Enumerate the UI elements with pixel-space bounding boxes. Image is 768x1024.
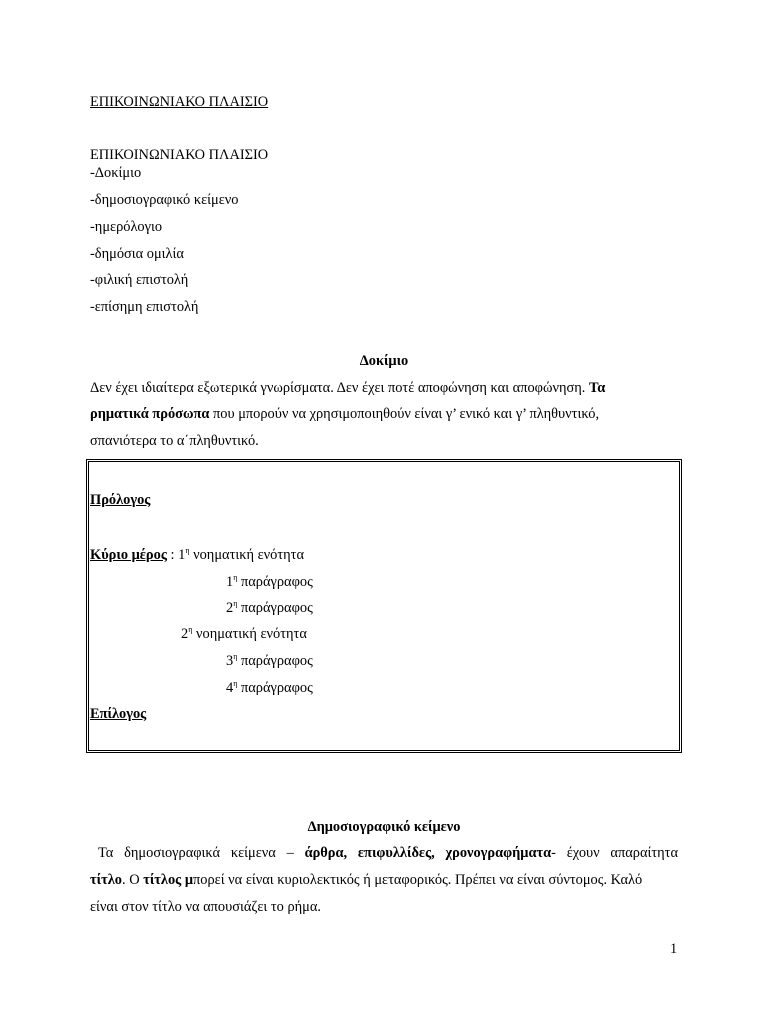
- page-number: 1: [670, 941, 678, 957]
- paragraph-item: [226, 599, 313, 617]
- journalism-bold-text: τίτλος μ: [143, 872, 194, 888]
- list-heading: ΕΠΙΚΟΙΝΩΝΙΑΚΟ ΠΛΑΙΣΙΟ: [90, 147, 269, 163]
- list-item: -φιλική επιστολή: [90, 272, 189, 288]
- ordinal-suffix: η: [185, 546, 190, 555]
- page-heading: ΕΠΙΚΟΙΝΩΝΙΑΚΟ ΠΛΑΙΣΙΟ: [90, 94, 269, 110]
- paragraph-number: 3: [226, 653, 234, 669]
- main-body-line: [90, 546, 304, 564]
- ordinal-suffix: η: [233, 652, 238, 661]
- paragraph-text: παράγραφος: [237, 653, 313, 669]
- paragraph-number: 2: [226, 600, 234, 616]
- ordinal-suffix: η: [233, 599, 238, 608]
- essay-title: Δοκίμιο: [359, 353, 409, 369]
- journalism-line: [90, 872, 642, 889]
- paragraph-item: [226, 652, 313, 670]
- journalism-bold-text: τίτλο: [90, 872, 122, 888]
- separator: :: [166, 547, 179, 563]
- paragraph-text: παράγραφος: [237, 600, 313, 616]
- ordinal-suffix: η: [233, 573, 238, 582]
- unit-text: νοηματική ενότητα: [192, 626, 307, 642]
- essay-text: Δεν έχει ιδιαίτερα εξωτερικά γνωρίσματα. Δεν έχει ποτέ αποφώνηση και αποφώνηση.: [90, 380, 589, 396]
- prologue-label: Πρόλογος: [90, 492, 151, 508]
- epilogue-label: Επίλογος: [90, 706, 147, 722]
- paragraph-text: παράγραφος: [237, 574, 313, 590]
- essay-paragraph-line: σπανιότερα το α΄πληθυντικό.: [90, 433, 259, 449]
- journalism-text: - έχουν απαραίτητα: [551, 845, 679, 861]
- journalism-line: είναι στον τίτλο να απουσιάζει το ρήμα.: [90, 899, 322, 915]
- paragraph-number: 4: [226, 680, 234, 696]
- list-item: -ημερόλογιο: [90, 219, 163, 235]
- journalism-line: [90, 845, 678, 862]
- list-item: -επίσημη επιστολή: [90, 299, 199, 315]
- unit-text: νοηματική ενότητα: [189, 547, 304, 563]
- unit-number: 2: [181, 626, 189, 642]
- structure-box: [86, 459, 682, 753]
- journalism-text: πορεί να είναι κυριολεκτικός ή μεταφορικός. Πρέπει να είναι σύντομος. Καλό: [193, 872, 643, 888]
- essay-text: που μπορούν να χρησιμοποιηθούν είναι γ’ ενικό και γ’ πληθυντικό,: [209, 406, 600, 422]
- essay-bold-text: Τα: [588, 380, 606, 396]
- essay-bold-text: ρηματικά πρόσωπα: [90, 406, 210, 422]
- list-item: -δημοσιογραφικό κείμενο: [90, 192, 239, 208]
- ordinal-suffix: η: [233, 679, 238, 688]
- unit-item: [181, 625, 307, 643]
- list-item: -Δοκίμιο: [90, 165, 142, 181]
- journalism-bold-text: άρθρα, επιφυλλίδες, χρονογραφήματα: [304, 845, 552, 861]
- journalism-title: Δημοσιογραφικό κείμενο: [307, 819, 461, 835]
- main-body-label: Κύριο μέρος: [90, 547, 167, 563]
- paragraph-text: παράγραφος: [237, 680, 313, 696]
- essay-paragraph-line: [90, 380, 605, 397]
- paragraph-item: [226, 679, 313, 697]
- unit-number: 1: [178, 547, 186, 563]
- ordinal-suffix: η: [188, 625, 193, 634]
- paragraph-item: [226, 573, 313, 591]
- journalism-text: Τα δημοσιογραφικά κείμενα –: [98, 845, 305, 861]
- paragraph-number: 1: [226, 574, 234, 590]
- journalism-text: . Ο: [122, 872, 144, 888]
- list-item: -δημόσια ομιλία: [90, 246, 184, 262]
- essay-paragraph-line: [90, 406, 599, 423]
